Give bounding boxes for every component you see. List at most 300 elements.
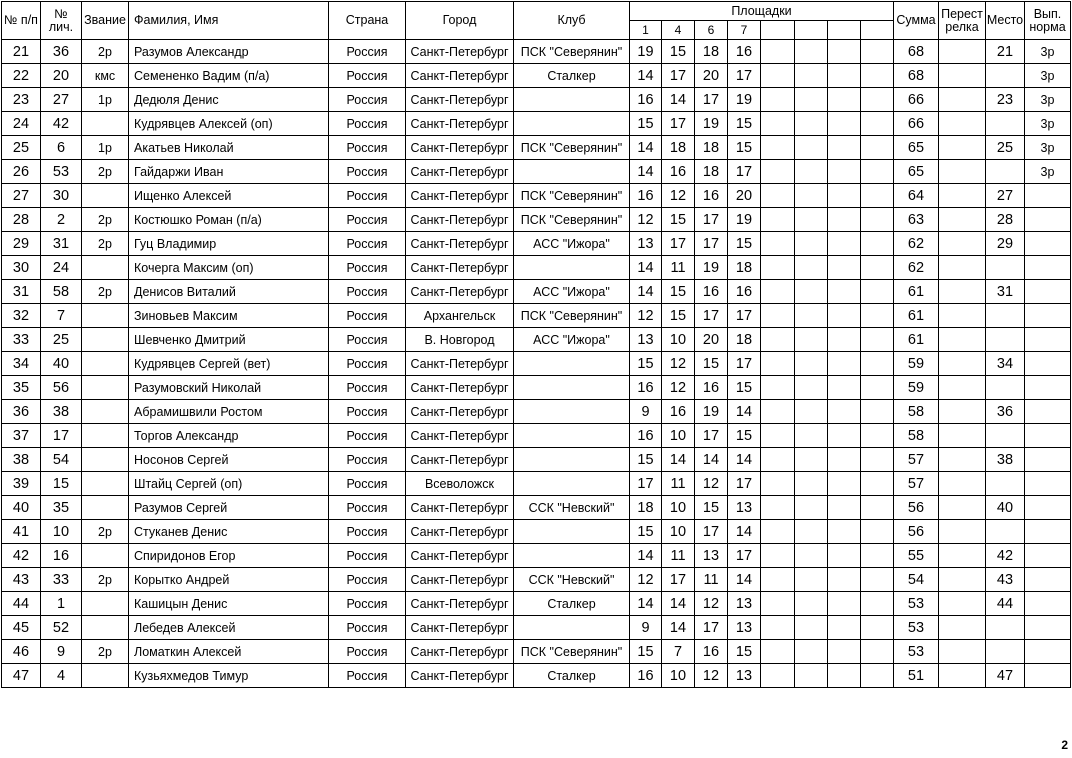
row-score: 16: [728, 280, 761, 304]
row-lich: 1: [41, 592, 82, 616]
row-mesto: [986, 616, 1025, 640]
row-score: [795, 664, 828, 688]
row-score: [761, 448, 795, 472]
row-score: [828, 232, 861, 256]
row-score: 16: [728, 40, 761, 64]
row-name: Семененко Вадим (п/а): [129, 64, 329, 88]
row-summa: 64: [894, 184, 939, 208]
row-country: Россия: [329, 208, 406, 232]
row-score: 17: [728, 304, 761, 328]
row-score: [828, 376, 861, 400]
row-lich: 2: [41, 208, 82, 232]
row-country: Россия: [329, 520, 406, 544]
row-country: Россия: [329, 424, 406, 448]
row-score: [761, 616, 795, 640]
row-score: [761, 112, 795, 136]
row-mesto: 47: [986, 664, 1025, 688]
row-score: 19: [630, 40, 662, 64]
row-score: [828, 136, 861, 160]
row-score: [761, 328, 795, 352]
row-name: Спиридонов Егор: [129, 544, 329, 568]
row-score: [861, 64, 894, 88]
row-zvanie: кмс: [82, 64, 129, 88]
row-score: 14: [630, 136, 662, 160]
row-score: [861, 40, 894, 64]
row-perestrelka: [939, 232, 986, 256]
row-score: 16: [662, 160, 695, 184]
row-lich: 33: [41, 568, 82, 592]
row-score: 14: [630, 64, 662, 88]
row-score: [861, 496, 894, 520]
row-score: 14: [728, 568, 761, 592]
row-country: Россия: [329, 304, 406, 328]
row-summa: 63: [894, 208, 939, 232]
row-name: Кузьяхмедов Тимур: [129, 664, 329, 688]
row-score: [761, 520, 795, 544]
row-score: [761, 544, 795, 568]
header-perestrelka: Перест релка: [939, 2, 986, 40]
row-zvanie: [82, 352, 129, 376]
row-pp: 31: [2, 280, 41, 304]
row-score: 16: [695, 280, 728, 304]
row-lich: 52: [41, 616, 82, 640]
row-score: 16: [695, 640, 728, 664]
row-pp: 27: [2, 184, 41, 208]
row-score: 10: [662, 496, 695, 520]
row-country: Россия: [329, 616, 406, 640]
row-score: 16: [630, 424, 662, 448]
row-summa: 65: [894, 136, 939, 160]
row-score: 15: [630, 352, 662, 376]
row-zvanie: 2р: [82, 160, 129, 184]
row-score: [761, 136, 795, 160]
row-country: Россия: [329, 352, 406, 376]
row-club: АСС "Ижора": [514, 280, 630, 304]
row-mesto: 43: [986, 568, 1025, 592]
row-score: [828, 448, 861, 472]
header-ploshadka: 7: [728, 21, 761, 40]
header-norma: Вып. норма: [1025, 2, 1071, 40]
row-score: 17: [695, 304, 728, 328]
row-score: [861, 616, 894, 640]
row-score: 14: [630, 280, 662, 304]
row-zvanie: 2р: [82, 640, 129, 664]
row-club: [514, 472, 630, 496]
row-norma: [1025, 496, 1071, 520]
row-club: [514, 160, 630, 184]
row-pp: 25: [2, 136, 41, 160]
row-club: [514, 616, 630, 640]
row-perestrelka: [939, 136, 986, 160]
row-score: 14: [630, 256, 662, 280]
row-score: 19: [695, 112, 728, 136]
row-lich: 54: [41, 448, 82, 472]
row-score: 15: [728, 232, 761, 256]
row-city: Санкт-Петербург: [406, 592, 514, 616]
row-name: Гайдаржи Иван: [129, 160, 329, 184]
row-country: Россия: [329, 88, 406, 112]
row-score: [861, 256, 894, 280]
row-score: 17: [662, 64, 695, 88]
row-score: [861, 472, 894, 496]
row-score: 17: [728, 544, 761, 568]
row-name: Шевченко Дмитрий: [129, 328, 329, 352]
row-score: [828, 568, 861, 592]
row-summa: 57: [894, 448, 939, 472]
row-zvanie: [82, 472, 129, 496]
row-score: 15: [728, 376, 761, 400]
row-lich: 58: [41, 280, 82, 304]
row-name: Кашицын Денис: [129, 592, 329, 616]
row-pp: 35: [2, 376, 41, 400]
row-score: 15: [630, 520, 662, 544]
row-club: ССК "Невский": [514, 568, 630, 592]
header-pp: № п/п: [2, 2, 41, 40]
results-body: [2, 40, 1071, 688]
row-perestrelka: [939, 184, 986, 208]
table-row: [2, 64, 1071, 88]
row-score: 17: [662, 232, 695, 256]
row-score: [795, 256, 828, 280]
row-score: [761, 592, 795, 616]
row-score: 17: [695, 616, 728, 640]
row-summa: 57: [894, 472, 939, 496]
row-score: 11: [662, 544, 695, 568]
row-score: [861, 640, 894, 664]
row-score: [761, 256, 795, 280]
row-country: Россия: [329, 496, 406, 520]
row-norma: [1025, 208, 1071, 232]
row-name: Корытко Андрей: [129, 568, 329, 592]
row-perestrelka: [939, 280, 986, 304]
row-city: Санкт-Петербург: [406, 88, 514, 112]
row-score: 15: [728, 112, 761, 136]
row-pp: 33: [2, 328, 41, 352]
row-score: 17: [695, 232, 728, 256]
row-mesto: [986, 304, 1025, 328]
row-name: Кочерга Максим (оп): [129, 256, 329, 280]
row-perestrelka: [939, 304, 986, 328]
row-score: 14: [662, 592, 695, 616]
row-score: [861, 664, 894, 688]
row-score: [761, 400, 795, 424]
row-score: [795, 496, 828, 520]
row-score: [828, 496, 861, 520]
row-zvanie: [82, 304, 129, 328]
row-lich: 40: [41, 352, 82, 376]
row-score: 17: [695, 208, 728, 232]
row-score: [861, 400, 894, 424]
row-score: [861, 520, 894, 544]
row-mesto: 34: [986, 352, 1025, 376]
row-score: [828, 88, 861, 112]
row-norma: [1025, 184, 1071, 208]
row-norma: [1025, 664, 1071, 688]
row-score: 15: [728, 640, 761, 664]
row-summa: 61: [894, 280, 939, 304]
row-city: Санкт-Петербург: [406, 400, 514, 424]
row-score: 10: [662, 520, 695, 544]
row-lich: 24: [41, 256, 82, 280]
row-norma: [1025, 616, 1071, 640]
row-score: [795, 448, 828, 472]
row-zvanie: 2р: [82, 520, 129, 544]
page-number: 2: [1061, 738, 1068, 752]
row-score: 12: [695, 664, 728, 688]
row-score: [761, 40, 795, 64]
row-zvanie: 2р: [82, 232, 129, 256]
row-score: 12: [630, 208, 662, 232]
row-name: Гуц Владимир: [129, 232, 329, 256]
row-score: [828, 616, 861, 640]
row-score: 12: [662, 376, 695, 400]
row-norma: [1025, 232, 1071, 256]
row-score: [761, 472, 795, 496]
row-zvanie: 1р: [82, 136, 129, 160]
row-score: 12: [630, 304, 662, 328]
row-score: [828, 112, 861, 136]
row-city: Санкт-Петербург: [406, 496, 514, 520]
row-name: Разумовский Николай: [129, 376, 329, 400]
row-score: [795, 376, 828, 400]
table-row: [2, 304, 1071, 328]
row-perestrelka: [939, 160, 986, 184]
row-norma: [1025, 592, 1071, 616]
table-row: [2, 496, 1071, 520]
row-perestrelka: [939, 616, 986, 640]
row-city: Санкт-Петербург: [406, 136, 514, 160]
row-mesto: [986, 640, 1025, 664]
row-city: Санкт-Петербург: [406, 64, 514, 88]
row-zvanie: [82, 496, 129, 520]
header-mesto: Место: [986, 2, 1025, 40]
row-zvanie: [82, 376, 129, 400]
row-name: Абрамишвили Ростом: [129, 400, 329, 424]
row-perestrelka: [939, 208, 986, 232]
table-row: [2, 544, 1071, 568]
row-score: 19: [695, 256, 728, 280]
row-score: [795, 400, 828, 424]
row-summa: 53: [894, 640, 939, 664]
row-score: [795, 40, 828, 64]
row-city: Санкт-Петербург: [406, 232, 514, 256]
row-pp: 39: [2, 472, 41, 496]
row-pp: 32: [2, 304, 41, 328]
row-perestrelka: [939, 40, 986, 64]
row-country: Россия: [329, 640, 406, 664]
row-mesto: [986, 472, 1025, 496]
row-score: [861, 328, 894, 352]
row-club: [514, 520, 630, 544]
row-mesto: 40: [986, 496, 1025, 520]
row-lich: 4: [41, 664, 82, 688]
row-summa: 59: [894, 376, 939, 400]
row-name: Ломаткин Алексей: [129, 640, 329, 664]
row-norma: [1025, 328, 1071, 352]
row-score: [761, 424, 795, 448]
row-score: [795, 88, 828, 112]
row-mesto: 42: [986, 544, 1025, 568]
row-summa: 61: [894, 328, 939, 352]
row-score: [795, 472, 828, 496]
header-ploshadka: [761, 21, 795, 40]
row-score: 18: [695, 160, 728, 184]
row-score: [761, 232, 795, 256]
row-city: Санкт-Петербург: [406, 448, 514, 472]
row-lich: 36: [41, 40, 82, 64]
row-score: [761, 640, 795, 664]
row-city: Санкт-Петербург: [406, 664, 514, 688]
table-row: [2, 232, 1071, 256]
row-score: [795, 160, 828, 184]
header-ploshadki: Площадки: [630, 2, 894, 21]
row-pp: 40: [2, 496, 41, 520]
row-score: 20: [695, 64, 728, 88]
row-city: Санкт-Петербург: [406, 112, 514, 136]
row-summa: 51: [894, 664, 939, 688]
row-norma: [1025, 472, 1071, 496]
row-norma: 3р: [1025, 160, 1071, 184]
row-norma: [1025, 256, 1071, 280]
row-summa: 55: [894, 544, 939, 568]
row-lich: 7: [41, 304, 82, 328]
row-city: Санкт-Петербург: [406, 208, 514, 232]
row-score: 13: [630, 328, 662, 352]
row-name: Ищенко Алексей: [129, 184, 329, 208]
row-score: 13: [728, 496, 761, 520]
table-row: [2, 352, 1071, 376]
table-row: [2, 664, 1071, 688]
header-ploshadka: 6: [695, 21, 728, 40]
header-ploshadka: [828, 21, 861, 40]
row-pp: 44: [2, 592, 41, 616]
row-score: 11: [695, 568, 728, 592]
row-score: 17: [695, 88, 728, 112]
row-norma: 3р: [1025, 40, 1071, 64]
row-score: 16: [695, 184, 728, 208]
row-city: Архангельск: [406, 304, 514, 328]
row-score: 10: [662, 664, 695, 688]
row-mesto: 25: [986, 136, 1025, 160]
row-score: [861, 592, 894, 616]
row-zvanie: 1р: [82, 88, 129, 112]
row-perestrelka: [939, 664, 986, 688]
row-norma: [1025, 544, 1071, 568]
row-summa: 62: [894, 256, 939, 280]
row-pp: 26: [2, 160, 41, 184]
row-mesto: [986, 64, 1025, 88]
row-score: 16: [630, 664, 662, 688]
row-score: 10: [662, 424, 695, 448]
row-summa: 59: [894, 352, 939, 376]
table-row: [2, 376, 1071, 400]
header-country: Страна: [329, 2, 406, 40]
row-score: [861, 304, 894, 328]
row-perestrelka: [939, 64, 986, 88]
row-name: Костюшко Роман (п/а): [129, 208, 329, 232]
row-score: [828, 280, 861, 304]
row-score: 14: [662, 448, 695, 472]
row-score: [828, 64, 861, 88]
row-summa: 56: [894, 496, 939, 520]
row-club: Сталкер: [514, 64, 630, 88]
row-score: 11: [662, 472, 695, 496]
row-zvanie: [82, 616, 129, 640]
row-score: 13: [695, 544, 728, 568]
results-table: [1, 1, 1071, 688]
row-score: 17: [630, 472, 662, 496]
row-score: 14: [728, 448, 761, 472]
row-score: 9: [630, 616, 662, 640]
row-lich: 30: [41, 184, 82, 208]
row-lich: 15: [41, 472, 82, 496]
row-perestrelka: [939, 448, 986, 472]
row-city: Санкт-Петербург: [406, 280, 514, 304]
row-country: Россия: [329, 664, 406, 688]
row-score: [861, 448, 894, 472]
row-norma: 3р: [1025, 88, 1071, 112]
row-score: [828, 40, 861, 64]
row-score: 15: [728, 136, 761, 160]
row-country: Россия: [329, 376, 406, 400]
row-score: [761, 64, 795, 88]
row-score: [761, 664, 795, 688]
row-zvanie: 2р: [82, 40, 129, 64]
row-zvanie: [82, 112, 129, 136]
row-summa: 58: [894, 424, 939, 448]
row-perestrelka: [939, 424, 986, 448]
row-score: [795, 592, 828, 616]
row-score: [861, 112, 894, 136]
row-score: 12: [695, 472, 728, 496]
row-pp: 29: [2, 232, 41, 256]
row-score: 17: [728, 160, 761, 184]
row-score: 10: [662, 328, 695, 352]
row-city: Санкт-Петербург: [406, 184, 514, 208]
row-score: 19: [728, 88, 761, 112]
row-mesto: 28: [986, 208, 1025, 232]
row-pp: 46: [2, 640, 41, 664]
row-pp: 47: [2, 664, 41, 688]
row-city: Санкт-Петербург: [406, 352, 514, 376]
row-score: [861, 424, 894, 448]
row-name: Разумов Сергей: [129, 496, 329, 520]
row-score: [828, 328, 861, 352]
row-summa: 53: [894, 616, 939, 640]
row-country: Россия: [329, 568, 406, 592]
row-norma: [1025, 400, 1071, 424]
row-perestrelka: [939, 544, 986, 568]
row-summa: 53: [894, 592, 939, 616]
row-norma: [1025, 520, 1071, 544]
row-pp: 34: [2, 352, 41, 376]
row-score: [828, 256, 861, 280]
header-ploshadka: 1: [630, 21, 662, 40]
row-name: Кудрявцев Сергей (вет): [129, 352, 329, 376]
row-mesto: 27: [986, 184, 1025, 208]
table-row: [2, 112, 1071, 136]
row-score: [795, 112, 828, 136]
row-score: 18: [728, 328, 761, 352]
row-perestrelka: [939, 592, 986, 616]
row-country: Россия: [329, 280, 406, 304]
row-summa: 61: [894, 304, 939, 328]
row-perestrelka: [939, 88, 986, 112]
row-club: ПСК "Северянин": [514, 136, 630, 160]
row-score: [828, 208, 861, 232]
row-score: 19: [728, 208, 761, 232]
row-score: 17: [662, 112, 695, 136]
